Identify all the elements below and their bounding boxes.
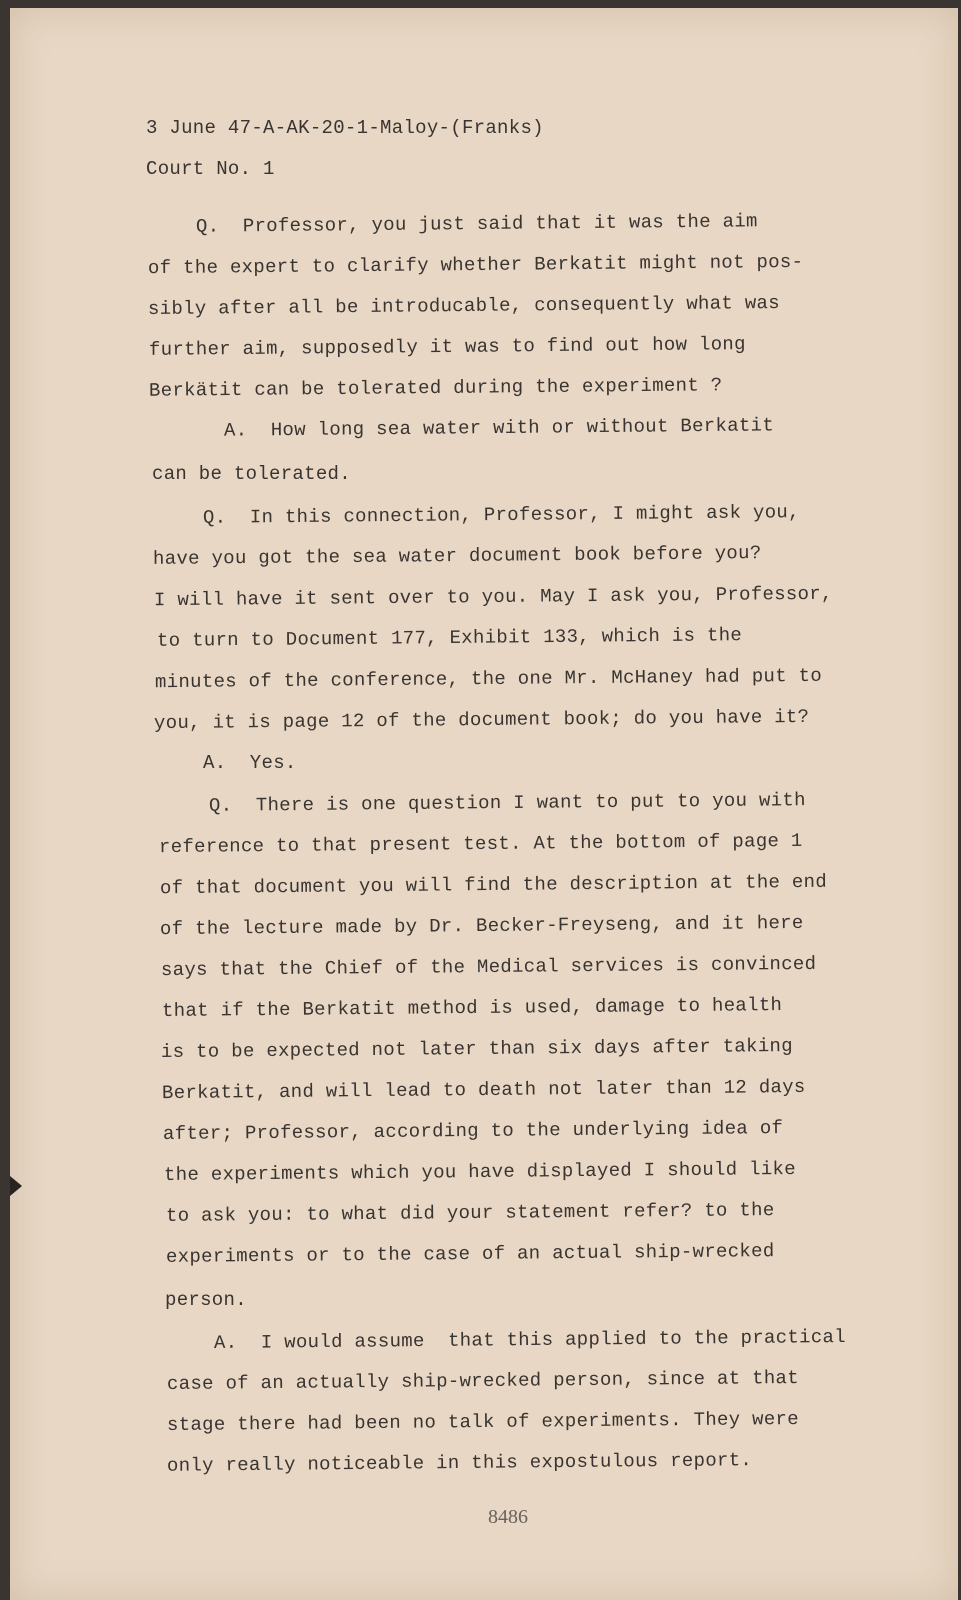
body-line: of the lecture made by Dr. Becker-Freyseng, and it here [159,911,804,941]
body-line: stage there had been no talk of experiments. They were [166,1407,799,1437]
body-line: further aim, supposedly it was to find out how long [148,333,746,361]
body-line: the experiments which you have displayed I should like [163,1157,796,1187]
header-court-line: Court No. 1 [146,158,275,180]
body-line: Berkatit, and will lead to death not later than 12 days [161,1075,806,1105]
body-line: Q. Professor, you just said that it was the aim [195,210,758,238]
document-page [10,8,958,1600]
body-line: that if the Berkatit method is used, damage to health [161,994,783,1022]
body-line: Berkätit can be tolerated during the experiment ? [148,374,723,402]
body-line: I will have it sent over to you. May I ask you, Professor, [153,582,833,612]
body-line: is to be expected not later than six days after taking [160,1034,793,1064]
body-line: to turn to Document 177, Exhibit 133, which is the [156,624,743,652]
body-line: you, it is page 12 of the document book; do you have it? [153,705,810,735]
body-line: after; Professor, according to the underlying idea of [162,1117,784,1145]
body-line: says that the Chief of the Medical services is convinced [160,952,817,982]
body-line: of the expert to clarify whether Berkatit might not pos- [147,250,804,280]
body-line: have you got the sea water document book before you? [152,542,762,570]
header-date-line: 3 June 47-A-AK-20-1-Maloy-(Franks) [146,117,544,139]
body-line: sibly after all be introducable, consequently what was [147,291,780,321]
body-line: only really noticeable in this expostulous report. [166,1449,753,1477]
body-line: case of an actually ship-wrecked person, since at that [166,1366,799,1396]
body-line: A. I would assume that this applied to the practical [213,1325,846,1355]
body-line: Q. In this connection, Professor, I might ask you, [202,501,800,529]
body-line: A. How long sea water with or without Berkatit [223,414,775,442]
body-line: can be tolerated. [152,463,351,485]
body-line: reference to that present test. At the bottom of page 1 [158,829,803,859]
page-number: 8486 [488,1506,528,1528]
body-line: minutes of the conference, the one Mr. McHaney had put to [154,664,823,694]
body-line: to ask you: to what did your statement refer? to the [165,1199,775,1227]
body-line: Q. There is one question I want to put to you with [208,789,806,817]
body-line: person. [165,1289,247,1311]
body-line: of that document you will find the description at the end [159,870,828,900]
page-edge-notch [10,1176,22,1196]
body-line: A. Yes. [203,752,297,774]
body-line: experiments or to the case of an actual ship-wrecked [165,1240,775,1268]
